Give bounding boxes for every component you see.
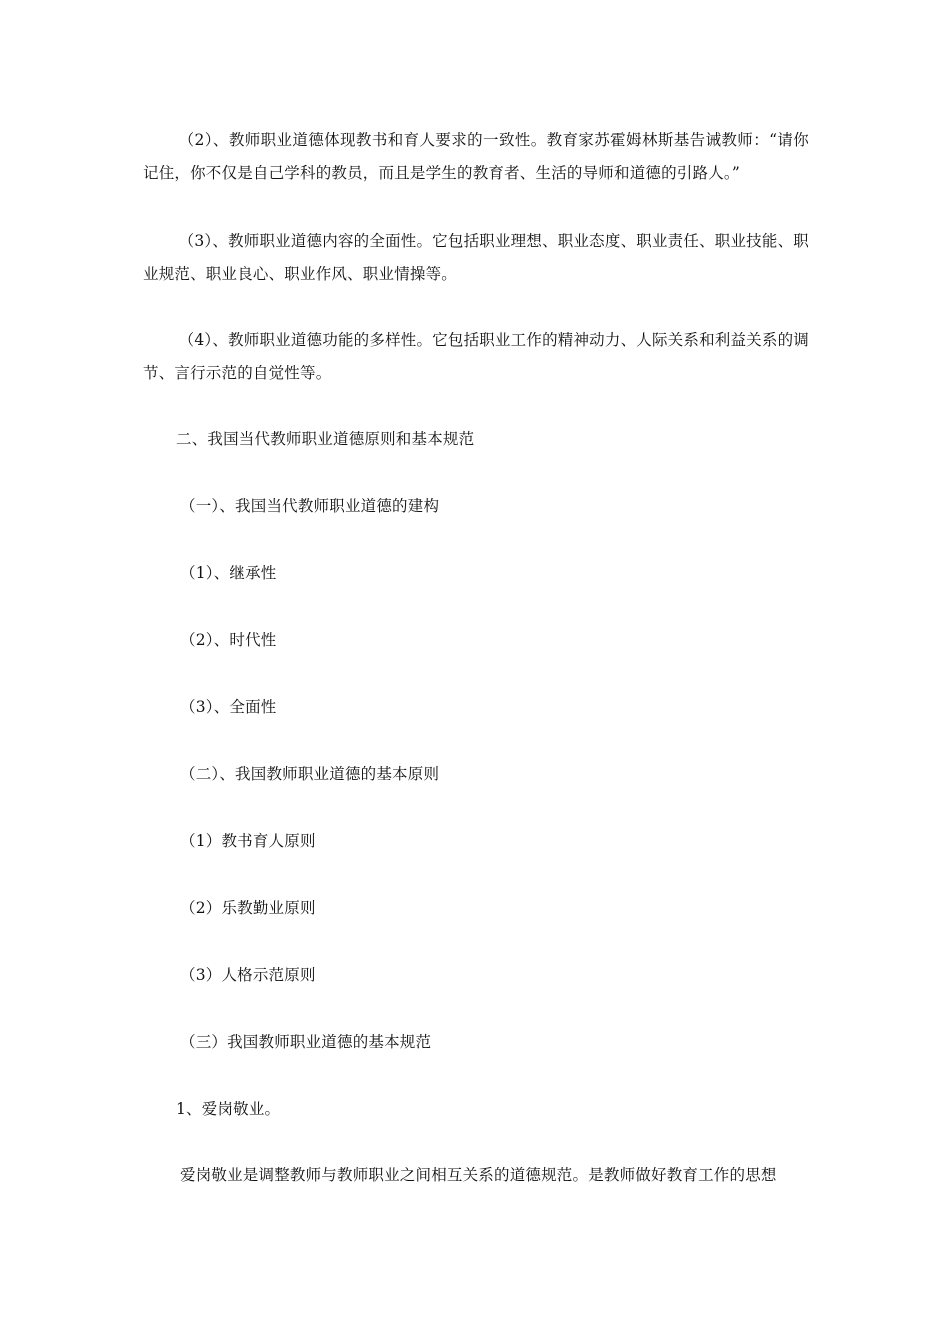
paragraph-comprehensiveness: （3）、教师职业道德内容的全面性。它包括职业理想、职业态度、职业责任、职业技能、职业规范、职业良心、职业作风、职业情操等。	[143, 232, 809, 283]
norm-title: 1、爱岗敬业。	[176, 1100, 281, 1118]
list-item: （1）、继承性	[180, 564, 277, 582]
paragraph-consistency: （2）、教师职业道德体现教书和育人要求的一致性。教育家苏霍姆林斯基告诫教师：“请你记住，你不仅是自己学科的教员，而且是学生的教育者、生活的导师和道德的引路人。”	[143, 131, 809, 182]
subsection-heading-principles: （二）、我国教师职业道德的基本原则	[180, 765, 440, 783]
list-item: （1）教书育人原则	[180, 832, 316, 850]
list-item: （2）乐教勤业原则	[180, 899, 316, 917]
norm-description: 爱岗敬业是调整教师与教师职业之间相互关系的道德规范。是教师做好教育工作的思想	[180, 1166, 777, 1184]
list-item: （3）人格示范原则	[180, 966, 316, 984]
subsection-heading-construction: （一）、我国当代教师职业道德的建构	[180, 497, 440, 515]
section-heading: 二、我国当代教师职业道德原则和基本规范	[176, 430, 475, 448]
subsection-heading-norms: （三）我国教师职业道德的基本规范	[180, 1033, 432, 1051]
paragraph-diversity: （4）、教师职业道德功能的多样性。它包括职业工作的精神动力、人际关系和利益关系的调节、言行示范的自觉性等。	[143, 331, 809, 382]
list-item: （2）、时代性	[180, 631, 277, 649]
list-item: （3）、全面性	[180, 698, 277, 716]
